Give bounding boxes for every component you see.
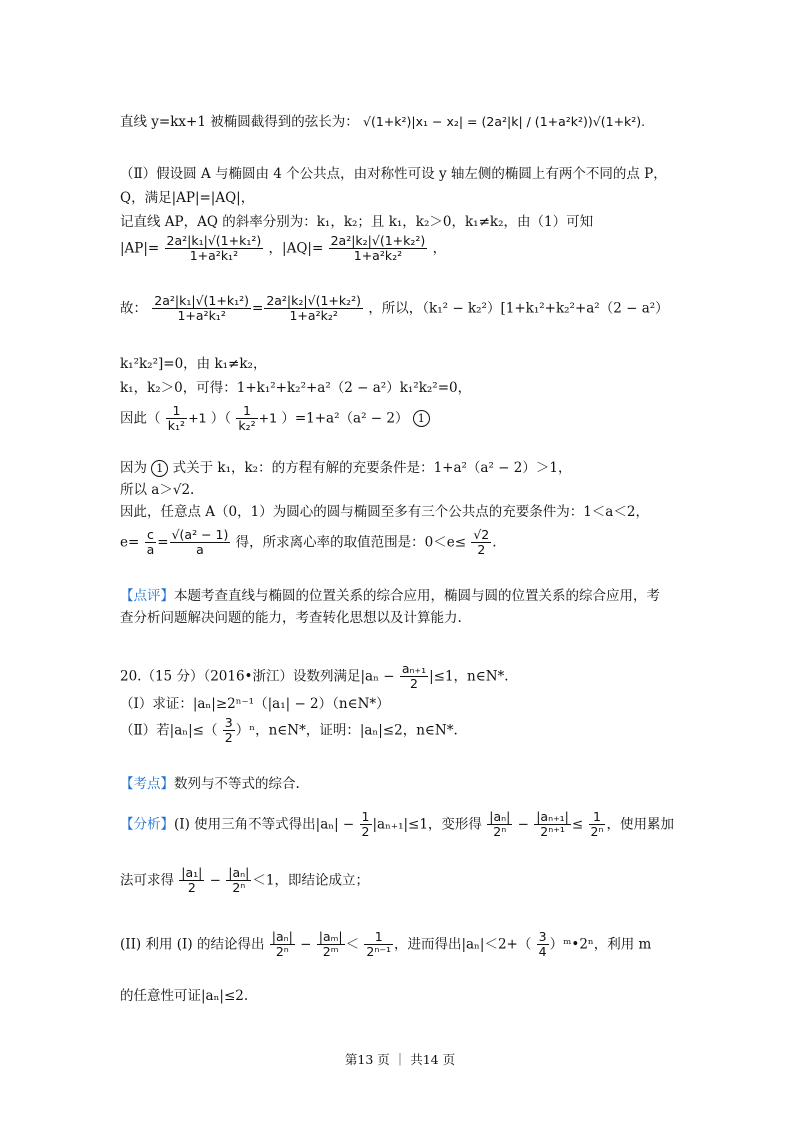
hence-line: 因此（ $\frac{1}{\text{k₁²}}$ +1 ）（ $\frac{1}{\text{k₂²}}$ +1 ）=1+a²（a² − 2） 1 <box>120 404 690 434</box>
ap-fraction <box>165 234 264 264</box>
therefore-tail: ，所以，（k₁² − k₂²）[1+k₁²+k₂²+a²（2 − a²） <box>368 300 669 317</box>
inv-k1-den: k₁² <box>167 418 186 434</box>
page-footer: 第13 页 ｜ 共14 页 <box>344 1052 456 1067</box>
fenxi-1-num: 1 <box>589 810 606 825</box>
comment-line-1 <box>120 584 690 604</box>
fenxi-an-2n <box>487 810 512 840</box>
fenxi-a1-num: |a₁| <box>181 865 203 880</box>
fenxi-an-2n-2 <box>226 866 251 896</box>
kaodian-tag: 【考点】 <box>120 776 174 792</box>
slopes-line: 记直线 AP，AQ 的斜率分别为：k₁，k₂；且 k₁，k₂＞0，k₁≠k₂，由（1）可知 <box>120 214 594 230</box>
fenxi-an-2n-3 <box>270 930 295 960</box>
ap-label: |AP|= <box>120 240 160 257</box>
fenxi-an1-num: |aₙ₊₁| <box>536 809 569 824</box>
aq-den: 1+a²k₂² <box>353 248 403 264</box>
fenxi-2a: 法可求得 <box>120 872 174 889</box>
eq-right-den: 1+a²k₂² <box>289 308 338 324</box>
fenxi-an1-2n1 <box>534 810 571 840</box>
part2-line-1: （Ⅱ）假设圆 A 与椭圆由 4 个公共点，由对称性可设 y 轴左侧的椭圆上有两个不同的点 P， <box>120 166 667 182</box>
aq-label: ，|AQ|= <box>268 240 324 257</box>
fenxi-34-den: 4 <box>538 944 547 960</box>
ap-den: 1+a²k₁² <box>189 248 239 264</box>
q20-part2 <box>120 716 690 746</box>
aq-fraction <box>329 234 428 264</box>
fenxi-am-num: |aₘ| <box>318 929 343 944</box>
inv-k2-den: k₂² <box>238 418 256 434</box>
fenxi-line-1 <box>120 810 690 840</box>
fenxi-three-quarters <box>537 930 549 960</box>
q20-head <box>120 662 690 692</box>
fenxi-line-4: 的任意性可证|aₙ|≤2. <box>120 988 249 1004</box>
fenxi-an3-num: |aₙ| <box>271 929 293 944</box>
inv-k2-fraction <box>236 404 257 434</box>
eq-left-fraction <box>152 294 251 324</box>
a-range-line: 所以 a＞√2. <box>120 482 195 498</box>
comment-tag: 【点评】 <box>120 588 174 604</box>
fenxi-a1-2 <box>179 866 204 896</box>
ap-aq-tail: ， <box>432 240 447 257</box>
e-a: a <box>146 542 155 558</box>
fenxi-an-num: |aₙ| <box>489 809 511 824</box>
fenxi-3e: ）ᵐ•2ⁿ，利用 m <box>549 936 652 953</box>
fenxi-half <box>360 810 372 840</box>
e-range-text: 得，所求离心率的取值范围是：0＜e≤ <box>235 534 467 551</box>
fenxi-half-den: 2 <box>361 824 370 840</box>
fenxi-1b-den: 2ⁿ⁻¹ <box>366 944 391 960</box>
e-end: . <box>492 534 497 551</box>
fenxi-an2-num: |aₙ| <box>228 865 250 880</box>
eq-right-fraction <box>264 294 363 324</box>
fenxi-2c: ＜1，即结论成立； <box>252 872 369 889</box>
q20-head-num: aₙ₊₁ <box>401 661 427 676</box>
fenxi-am-2m <box>317 930 345 960</box>
q20-head-text: 20.（15 分）（2016•浙江）设数列满足|aₙ − <box>120 668 395 685</box>
q20-part1: （Ⅰ）求证：|aₙ|≥2ⁿ⁻¹（|a₁| − 2）（n∈N*） <box>120 696 390 712</box>
fenxi-1c: − <box>513 816 534 833</box>
aq-num: 2a²|k₂|√(1+k₂²) <box>330 233 426 248</box>
fenxi-34-num: 3 <box>538 929 547 944</box>
ap-num: 2a²|k₁|√(1+k₁²) <box>166 233 262 248</box>
q20-part2-a: （Ⅱ）若|aₙ|≤（ <box>120 722 218 739</box>
fenxi-tag: 【分析】 <box>120 816 174 833</box>
fenxi-3b: − <box>295 936 316 953</box>
fenxi-an-den: 2ⁿ <box>493 824 507 840</box>
root2-den: 2 <box>477 542 486 558</box>
condition-text: 式关于 k₁，k₂：的方程有解的充要条件是：1+a²（a² − 2）＞1， <box>172 460 572 476</box>
q20-p2-den: 2 <box>224 730 233 746</box>
inv-k1-num: 1 <box>166 404 187 419</box>
therefore-line: 故： $\frac{\text{2a²|k₁|√(1+k₁²)}}{\text{1+a²k₁²}}$ = $\frac{\text{2a²|k₂|√(1+k₂²)}}{\text{1+a²k₂²}}$ ，所以，（k₁² − k₂²）[1+k₁²+k₂²+a²（2 − a²） <box>120 293 669 324</box>
q20-part2-b: ）ⁿ，n∈N*，证明：|aₙ|≤2，n∈N*. <box>235 722 458 739</box>
conclusion-line: 因此，任意点 A（0，1）为圆心的圆与椭圆至多有三个公共点的充要条件为：1＜a＜2， <box>120 504 649 520</box>
k-product-line: k₁²k₂²]=0，由 k₁≠k₂， <box>120 356 267 372</box>
kaodian-text: 数列与不等式的综合. <box>174 776 300 792</box>
inv-k2-num: 1 <box>236 404 257 419</box>
e-c-over-a <box>145 528 157 558</box>
fenxi-line-2 <box>120 866 690 896</box>
fenxi-1b: |aₙ₊₁|≤1，变形得 <box>372 816 482 833</box>
root2-over-2 <box>471 528 491 558</box>
q20-p2-num: 3 <box>224 715 233 730</box>
fenxi-1-2n <box>589 810 606 840</box>
fenxi-am-den: 2ᵐ <box>322 944 339 960</box>
fenxi-3d: ，进而得出|aₙ|＜2+（ <box>393 936 532 953</box>
root2-num: √2 <box>473 527 490 542</box>
fenxi-line-3 <box>120 930 690 960</box>
eccentricity-line: e= $\frac{c}{a}$ = $\frac{\text{√(a² − 1)}}{a}$ 得，所求离心率的取值范围是：0＜e≤ $\frac{√2}{2}$ . <box>120 527 497 558</box>
chord-text: 直线 y=kx+1 被椭圆截得到的弦长为： <box>120 114 359 130</box>
eq-left-den: 1+a²k₁² <box>177 308 226 324</box>
fenxi-an2-den: 2ⁿ <box>232 880 246 896</box>
k-positive-line: k₁，k₂＞0，可得：1+k₁²+k₂²+a²（2 − a²）k₁²k₂²=0， <box>120 380 472 396</box>
eq-right-num: 2a²|k₂|√(1+k₂²) <box>266 293 362 308</box>
inv-k1-fraction <box>166 404 187 434</box>
fenxi-1-den: 2ⁿ <box>590 824 604 840</box>
fenxi-1d: ≤ <box>571 816 584 833</box>
q20-head-fraction <box>400 662 428 692</box>
q20-head-den: 2 <box>410 676 418 692</box>
fenxi-1b-num: 1 <box>364 930 393 945</box>
q20-head-tail: |≤1，n∈N*. <box>429 668 509 685</box>
e-c: c <box>145 528 157 543</box>
comment-line-2: 查分析问题解决问题的能力，考查转化思想以及计算能力. <box>120 610 462 626</box>
therefore-label: 故： <box>120 300 147 317</box>
q20-three-halves <box>223 716 235 746</box>
condition-label: 因为 <box>120 460 147 476</box>
fenxi-3a: (II) 利用 (I) 的结论得出 <box>120 936 265 953</box>
ap-aq-line <box>120 234 690 264</box>
part2-line-2: Q，满足|AP|=|AQ|， <box>120 190 255 206</box>
e-sqrt-fraction <box>170 528 231 558</box>
fenxi-half-num: 1 <box>361 809 370 824</box>
e-label: e= <box>120 534 140 551</box>
fenxi-1e: ，使用累加 <box>606 816 674 833</box>
fenxi-a1-den: 2 <box>187 880 196 896</box>
fenxi-2b: − <box>205 872 226 889</box>
eq-left-num: 2a²|k₁|√(1+k₁²) <box>154 293 249 308</box>
condition-line <box>120 456 690 477</box>
fenxi-3c: ＜ <box>345 936 360 953</box>
fenxi-1a: (I) 使用三角不等式得出|aₙ| − <box>174 816 355 833</box>
fenxi-an3-den: 2ⁿ <box>275 944 289 960</box>
comment-text-1: 本题考查直线与椭圆的位置关系的综合应用，椭圆与圆的位置关系的综合应用，考 <box>174 588 660 604</box>
e-sqrt-num: √(a² − 1) <box>171 527 229 542</box>
e-sqrt-den: a <box>196 542 204 558</box>
chord-formula: √(1+k²)|x₁ − x₂| = (2a²|k| / (1+a²k²))√(1+k²). <box>363 114 646 129</box>
circled-one-marker: 1 <box>413 410 430 427</box>
hence-tail: ）=1+a²（a² − 2） <box>281 410 409 427</box>
fenxi-1-2n1 <box>364 930 393 960</box>
kaodian-line <box>120 772 690 792</box>
fenxi-an1-den: 2ⁿ⁺¹ <box>540 824 565 840</box>
chord-length-line <box>120 110 690 130</box>
hence-label: 因此（ <box>120 410 161 427</box>
circled-one-ref: 1 <box>151 460 168 477</box>
hence-mid: ）（ <box>210 410 232 427</box>
